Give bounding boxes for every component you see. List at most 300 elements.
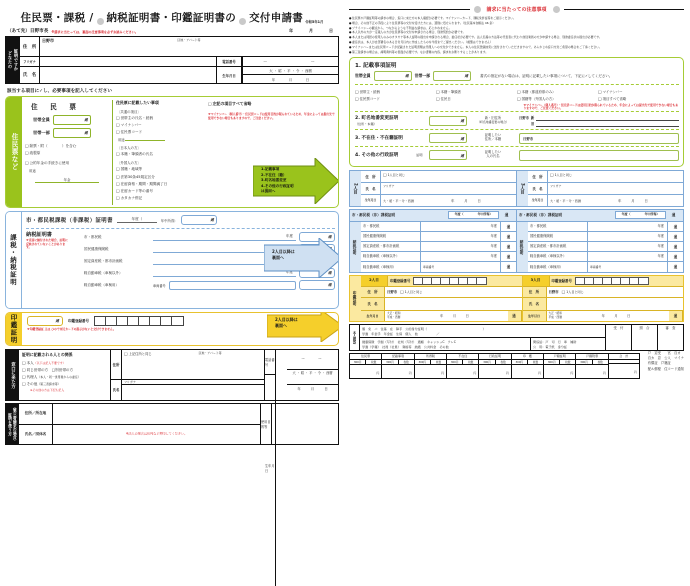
checkbox-sec1-2[interactable]: □ 本籍（都道府県のみ） [517,89,598,94]
checkbox-sec1-4[interactable]: □ 住民票コード [355,96,436,101]
tax-car-count[interactable] [299,280,335,290]
seal-person-2-era2: 平成・西暦 [387,314,401,319]
nouzei-title: 納税証明書 [26,232,52,238]
tax-row [361,242,516,252]
tax-cert-income: 年中所得） [160,218,178,223]
bullet-circle-icon [474,6,481,13]
tax-row [528,242,683,252]
tax-car-name: 軽自動車税（車検用） [84,282,119,287]
tax-row-period[interactable]: 年度 [421,221,501,231]
count-part-input[interactable] [53,128,91,138]
seal-person-3-unit: 通 [669,311,683,321]
sec1-count-all-label: 世帯全員 [355,72,371,78]
checkbox-same-address[interactable]: □ 上記住所と同じ [124,352,152,356]
checkbox-kaiseki[interactable]: □ 改製原 [25,150,109,156]
tax-row-period[interactable]: 年度 [421,241,501,251]
seal-person-3 [522,276,684,321]
person-3-birth-input[interactable] [548,195,683,206]
birth-input[interactable] [242,67,338,83]
resident-count-part-row [33,128,109,138]
checkbox-common-2[interactable]: □ 住民票コード [116,129,202,135]
fee-head: 住民票 [350,354,381,360]
proxy-name-label: 氏名／団体名 [24,431,47,436]
tax-cert-year[interactable]: 年度（ [117,217,157,223]
sec1-count-all-input[interactable] [374,71,412,81]
arrow-line-2: 3.町名地番変更 [261,178,287,183]
person-2-furigana-label: フリガナ [383,183,395,188]
unit-label: 通 [460,136,464,141]
date-month-label: 月 [309,28,313,33]
rule-left [349,9,470,10]
office-col-shinsa[interactable]: 審 査 [665,325,676,330]
seal-person-2-city: 日野市 [387,290,398,295]
addressee-row [7,28,339,34]
visitor-birth-ymd[interactable]: 年 月 日 [297,387,328,392]
office-col-uketsuke[interactable]: 受 付 [606,325,632,350]
checkbox-japanese-0[interactable]: □ 本籍・筆頭者の氏名 [116,151,202,157]
fee-sub: 300円 [479,360,495,364]
sec1-count-part-input[interactable] [433,71,471,81]
seal-tag-label: 印鑑証明 [9,314,18,344]
tax-tag [6,212,22,308]
fee-head: 所得税 [415,354,446,360]
sec2-city: 日野市 [519,116,529,121]
fee-col [447,354,479,378]
visitor-address-input[interactable] [122,350,264,379]
tax-row-period[interactable]: 年度 [588,221,668,231]
sec3-input[interactable]: 日野市 [519,133,679,144]
checkbox-relation-household[interactable]: □ 同じ世帯の方 □別世帯の方 [22,367,108,373]
arrow-line-1: 2.不在住（籍） [261,172,287,177]
sec2-title: 2. 町名地番変更証明 （住所・本籍） [355,115,425,126]
sec3-count-input[interactable] [429,133,467,143]
side-line: 有償証 戸籍証 [647,361,671,366]
fee-sub: 枚数 [565,360,571,364]
group-foreign-label: 〔外国人の方〕 [117,160,141,165]
tax-row [528,262,683,272]
seal-person-3-ymd[interactable]: 年 月 日 [601,314,631,319]
sec4-input[interactable] [519,150,679,161]
seal-person-3-address-label: 住 所 [523,287,547,297]
office-doc-line[interactable] [360,338,531,350]
sec2-old-input[interactable] [536,121,679,127]
sec2-mid-label: 新・旧住所 （町名地番変更の場合） [477,115,509,124]
address-label: 住 所 [20,37,40,56]
proxy-tab [6,404,19,444]
fee-col [350,354,382,378]
pension-usage-label: 用途 [29,168,36,173]
fee-value[interactable]: 円 [505,370,509,375]
seal-person-3-era2: 平成・西暦 [548,314,562,319]
tax-row [528,232,683,242]
unit-label: 通 [464,74,469,79]
checkbox-sec1-6[interactable]: □ 国籍等（外国人の方） [517,96,598,101]
sec3-mid-label: 証明したい 住所／本籍 [484,133,502,142]
seal-persons-tag: 印鑑証明 [353,291,357,306]
tax-tag-label: 課税・納税証明 [9,234,17,286]
date-day-label: 日 [329,28,333,33]
fee-col [544,354,576,378]
fee-total-col [609,354,639,378]
persons-tax-header [349,209,684,222]
checkbox-seal-person2-same[interactable]: □ 1人目と同じ [400,289,422,294]
person-2-address-label: 住 所 [361,171,381,182]
resident-omit-col [205,100,336,205]
sec4-row [355,146,679,163]
fee-col [576,354,608,378]
sec4-count-input[interactable] [429,150,467,160]
fee-value[interactable]: 円 [376,370,380,375]
right-column [345,0,690,471]
seal-person-3-birth-input[interactable] [547,311,670,321]
count-all-input[interactable] [53,115,91,125]
person-2-name-row [361,183,516,195]
fee-value[interactable]: 円 [473,370,477,375]
name-input[interactable] [40,67,216,83]
tax-cert-count-input[interactable] [181,215,217,225]
tax-row-period[interactable]: 車両番号 [588,262,668,272]
tax-row-unit: 通 [673,254,678,259]
fee-sub: 300円 [544,360,560,364]
checkbox-relation-self[interactable]: □ 本人（以下は記入不要です） [22,360,108,366]
fee-col [382,354,414,378]
tax-row-period[interactable]: 年度 [153,234,296,241]
person-2-name-input[interactable] [381,183,516,194]
fee-sub: 300円 [447,360,463,364]
tel-label: 電話番号 [216,57,242,66]
checkbox-foreign-2[interactable]: □ 在留資格・期間・期間満了日 [116,181,202,187]
checkbox-sec1-5[interactable]: □ 住民日 [436,96,517,101]
address-input[interactable] [40,37,338,56]
count-part-label: 世帯一部 [33,130,50,135]
person-3-tax-year[interactable]: 年度（ 年中所得） [615,211,666,219]
seal-person-3-birth-row [523,311,684,321]
seal-person-3-address-row [523,287,684,298]
tax-row-unit: 通 [673,224,678,229]
tax-car-input[interactable] [169,281,296,290]
tax-cert-row [26,215,335,229]
items-header: 住民票に記載したい事項 [116,100,159,105]
fee-head: 戸籍証明 [544,354,575,360]
proxy-fields [53,404,260,444]
seal-person-3-birth-label: 生年月日 [523,311,547,321]
fee-area [349,351,684,379]
office-tag: 本人確認 [350,325,360,350]
title-part1: 住民票・課税 / [20,12,94,24]
sec1-count-part-label: 世帯一部 [414,72,431,78]
person-3-tax-rows [516,222,683,272]
tax-row-name: 市・都民税 [528,221,588,231]
seal-person-2-address-input[interactable] [385,287,522,297]
visitor-era-options[interactable]: 大 ・ 昭 ・ 平 ・ 令 ・ 西暦 [287,370,338,385]
notice-item: ● マイナンバーまたは住民票コードが記載された証明書類は代理人への交付ができません。本人の住民登録地宛に送付されていただきますので、あらかじめ窓口交付ご希望の場合をご了承ください。 [349,45,684,49]
sec1-mynumber-note: ※マイナンバー（個人番号）・住民票コードは使用目的が限られているため、年金によっては提出先で使用できない場合もありますので、ご注意ください。 [523,102,679,111]
arrow-line-0: 1.記載事項 [261,167,280,171]
seal-count-input[interactable] [27,316,63,326]
person-2-tax-header [350,210,516,221]
seal-note: ※印鑑登録証 又は ひので市民カードの提示がないと交付できません。 [27,327,116,331]
fee-sub: 枚数 [468,360,474,364]
fee-value[interactable]: 円 [570,370,574,375]
office-relation-a: 関係証：戸 司 行 車 補助 [533,339,577,344]
side-line: 戸 窓受 官 自カ [647,350,681,355]
fee-value[interactable]: 円 [408,370,412,375]
fee-sub: 枚数 [500,360,506,364]
seal-person-2-regno-label: 印鑑登録番号 [390,279,411,284]
fee-sub: 枚数 [435,360,442,364]
certificate-items-box [349,57,684,167]
tax-row-name: 市・都民税 [84,234,102,239]
visitor-name-input[interactable] [122,380,264,400]
notice-item: ● 住民票や戸籍証明等の請求の場合、窓口に来た方の本人確認が必要です。マイナンバーカード、運転免許証等をご提示ください。 [349,16,684,20]
proxy-tab-label: 証明を使う方 [8,412,14,436]
nouzei-note: ※直前に納付された場合、証明に反映されていないことがあります。 [26,238,68,250]
person-3-address-input[interactable] [548,171,683,182]
fee-total-head: 合 計 [609,354,639,360]
tax-row-period[interactable]: 年度 [588,251,668,261]
addressee-name: 日野市長 [29,29,49,34]
person-2-tax-year[interactable]: 年度（ 年中所得） [448,211,499,219]
furigana-input[interactable] [40,57,216,66]
tax-row-period[interactable]: 年度 [588,241,668,251]
unit-label: 通 [404,74,409,79]
seal-person-2-name-input[interactable] [385,298,522,310]
furigana-label: フリガナ [20,57,40,66]
fee-value[interactable]: 円 [441,370,445,375]
tax-row [528,222,683,232]
proxy-labels [19,404,53,444]
office-id-line[interactable] [360,325,605,337]
person-2-birth-row [361,195,516,206]
office-row-1 [360,325,605,338]
seal-persons-table [349,275,684,322]
seal-person-3-address-input[interactable] [547,287,684,297]
checkbox-pension[interactable]: □ 公的年金の手続きに使用 [25,160,109,166]
seal-person-3-name-label: 氏 名 [523,298,547,310]
tax-row-unit: 通 [506,254,511,259]
tax-arrow-line-1: 裏面へ [272,254,284,260]
applicant-tab [6,37,20,83]
tax-row-unit: 通 [673,265,678,270]
unit-label: 通 [327,283,332,288]
person-2-birth-input[interactable] [381,195,516,206]
visitor-address-row [111,350,264,380]
sec2-mid-sub: （町名地番変更の場合） [477,119,509,124]
tax-row-name: 国民健康保険税 [361,231,421,241]
visitor-birth-label: 生年月日 [265,350,276,586]
person-3-tax-unit: 通 [671,212,676,217]
office-id-line-b: 学割 年金手 年金証 生保 個人 他 ／ [362,331,440,336]
checkbox-common-1[interactable]: □ マイナンバー [116,122,202,128]
seal-person-3-name-input[interactable] [547,298,684,310]
person-3-name-input[interactable] [548,183,683,194]
visitor-name-label: 氏名 [111,380,122,400]
person-2-ymd[interactable]: 年 月 日 [451,198,481,203]
office-row-2 [360,338,605,350]
sec2-row [355,111,679,129]
checkbox-sec1-3[interactable]: □ マイナンバー [598,89,679,94]
address-hint: 区地・アパート等 [177,37,201,42]
office-relation-line[interactable] [531,338,605,350]
tax-row-period[interactable]: 年度 [588,231,668,241]
person-2-number: 2人目 [350,171,361,206]
checkbox-common-0[interactable]: □ 世帯主の氏名・続柄 [116,115,202,121]
proxy-name-input[interactable] [53,425,260,445]
tax-row-period[interactable]: 車両番号 [421,262,501,272]
tax-row [361,232,516,242]
seal-person-2-regno-input[interactable] [413,277,487,285]
seal-person-3-regno-input[interactable] [575,277,649,285]
unit-label: 通 [84,131,88,136]
tax-row [361,222,516,232]
era-options[interactable]: 大 ・ 昭 ・ 平 ・ 令 ・ 西暦 [243,67,338,75]
seal-person-3-regno-row [523,276,684,287]
addressee-label: （あて先） [7,29,30,34]
proxy-address-input[interactable] [53,404,260,425]
arrow-line-3: 4.その他の行政証明 [261,183,294,188]
fee-head: 戸籍附票 [576,354,607,360]
person-2-tax-unit: 通 [504,212,509,217]
checkbox-sec1-0[interactable]: □ 世帯主・続柄 [355,89,436,94]
pension-usage-field[interactable]: 年金 [35,177,99,183]
office-col-shougou[interactable]: 照 合 [632,325,658,350]
unit-label: 通 [210,218,214,223]
person-3-block [516,171,683,206]
document-title [5,10,339,25]
checkbox-sec1-7[interactable]: □ 項目すべて省略 [598,96,679,101]
tax-row [361,262,516,272]
checkbox-relation-other[interactable]: □ その他（第三者請求等） [22,381,108,387]
tax-row-name: 国民健康保険税 [528,231,588,241]
tel-sep-1: ー [263,58,271,64]
fee-total-value[interactable]: 円 [633,369,637,374]
fee-sub: 枚数 [597,360,603,364]
fee-col [512,354,544,378]
tax-row-period[interactable]: 年度 [421,251,501,261]
tax-row-period[interactable]: 年度 [421,231,501,241]
office-doc-line-b: 学割（学籍） 社員（社員） 資格等 納通 公共料金 その他 [362,344,449,349]
tax-arrow-text [272,249,295,261]
fee-value[interactable]: 円 [538,370,542,375]
person-3-ymd[interactable]: 年 月 日 [618,198,648,203]
unit-label: 通 [84,118,88,123]
applicant-name-row [20,67,338,83]
person-3-name-label: 氏 名 [528,183,548,194]
seal-person-2-birth-row [361,311,522,321]
tax-row-name: 国民健康保険税 [84,246,109,251]
sec3-mid-sub: 住所／本籍 [484,137,502,142]
visitor-tel-input[interactable]: ー ー [287,350,338,370]
unit-label: 通 [460,119,464,124]
person-2-eras[interactable]: 大・昭・平・令・西暦 [383,198,414,203]
tel-input[interactable] [242,57,338,66]
count-all-label: 世帯全員 [33,117,50,122]
notice-item: ● 本人または同居の使用人のみのカタカナ等本人証明の提出を申請される場合、委任状が必要です。法人名義の方法等の代表者に代わり他従業員の方が申請する場合、別途委任状の提出が必要です。 [349,35,684,39]
person-2-address-row [361,171,516,183]
seal-person-3-badge: 3人目 [523,276,550,286]
common-usage-field[interactable] [125,140,165,141]
fee-sub: 300円 [350,360,366,364]
title-part2: 納税証明書・印鑑証明書の [106,12,237,24]
person-3-eras[interactable]: 大・昭・平・令・西暦 [550,198,581,203]
persons-table [349,170,684,207]
office-stamp-cols [605,325,683,350]
sec2-count-input[interactable] [429,116,467,126]
checkbox-sec1-1[interactable]: □ 本籍・筆頭者 [436,89,517,94]
checkbox-foreign-3[interactable]: □ 在留カード等の番号 [116,188,202,194]
sec1-note: 書式の指定がない場合は、証明に記載したい事項について、下記に✓してください。 [480,73,613,78]
checkbox-omit-all[interactable]: □ 左記の項目すべて省略 [208,101,336,107]
sec2-new-label: 新 [530,116,535,121]
visitor-address-label: 住所 [111,350,122,379]
seal-person-2 [361,276,522,321]
person-3-address-label: 住 所 [528,171,548,182]
person-2-tax-title: 市・都民税（非）課税証明 [352,212,396,217]
applicant-grid [20,37,338,83]
person-2-birth-label: 生年月日 [361,195,381,206]
notice-list [349,16,684,54]
seal-person-2-badge: 2人目 [361,276,388,286]
sec2-newold [519,115,679,127]
group-japanese-label: 〔日本人の方〕 [117,146,141,151]
seal-person-2-name-row [361,298,522,311]
fee-sub: 300円 [576,360,592,364]
group-common-label: 〔共通の項目〕 [117,109,141,114]
checkbox-joseki[interactable]: □ 除票・附（ ）を含む [25,143,109,149]
window-tab-label: 窓口に来た方 [10,361,16,389]
tax-arrow-line-0: 2人目以降は [272,249,295,254]
birth-ymd[interactable]: 年 月 日 [271,77,310,82]
sec1-checkbox-grid [355,84,679,111]
arrow-line-4: は裏面へ [261,189,276,194]
checkbox-foreign-1[interactable]: □ 法第30条45規定区分 [116,174,202,180]
tax-row-unit: 通 [506,265,511,270]
sec2-sub: （住所・本籍） [355,122,377,127]
person-3-address-row [528,171,683,183]
checkbox-person2-same[interactable]: □ 1人目と同じ [383,173,405,177]
window-tab [6,350,19,400]
title-part3: 交付申請書 [249,12,304,24]
person-3-tax-tag: 納税証明 [517,222,528,272]
checkbox-foreign-0[interactable]: □ 国籍・地域等 [116,166,202,172]
checkbox-relation-proxy[interactable]: □ 代理人（本人・同一世帯員からの委任） [22,374,108,380]
tax-row [528,252,683,262]
seal-person-2-ymd[interactable]: 年 月 日 [440,314,469,319]
notice-header [349,6,684,13]
bullet-circle-icon [97,18,104,25]
person-3-birth-row [528,195,683,206]
checkbox-person3-same[interactable]: □ 1人目と同じ [550,173,572,177]
tax-row-name: 固定資産税・都市計画税 [528,241,588,251]
seal-regno-input[interactable] [94,316,184,326]
checkbox-seal-person3-same[interactable]: □ 1人目と同じ [562,289,584,294]
seal-person-2-birth-input[interactable] [385,311,508,321]
applicant-tab-label: どなたの [8,51,13,69]
proxy-tab-sublabel: （第三者請求の場合） [13,405,19,443]
seal-person-2-address-label: 住 所 [361,287,385,297]
seal-tag [6,313,22,345]
notice-title: 請求に当たっての注意事項 [486,7,547,13]
checkbox-foreign-4[interactable]: □ カタカナ併記 [116,195,202,201]
seal-regno-label: 印鑑登録番号 [68,318,89,323]
proxy-usage-input[interactable] [272,404,338,444]
fee-value[interactable]: 円 [602,370,606,375]
visitor-tel-label: 電話番号 [265,350,276,375]
person-3-tax-header [516,210,683,221]
tax-row-name: 軽自動車税（車検用） [361,262,421,272]
tax-row-unit: 通 [506,234,511,239]
person-2-address-input[interactable] [381,171,516,182]
